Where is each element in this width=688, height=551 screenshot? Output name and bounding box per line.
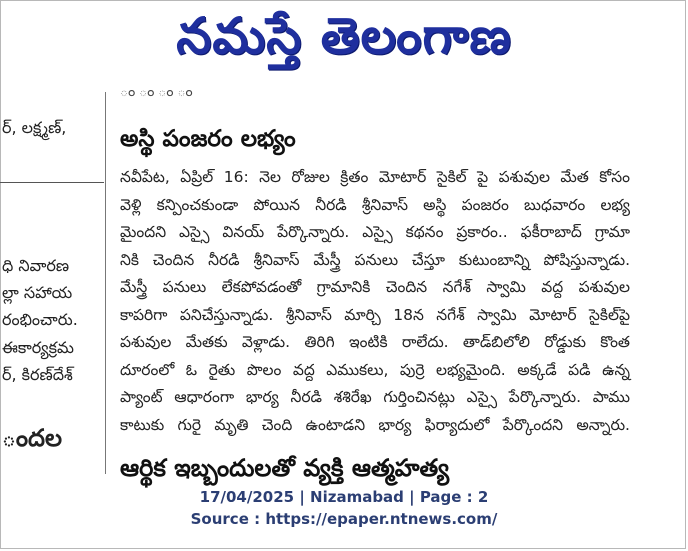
clipping-footer (0, 486, 688, 530)
source-link[interactable]: Source : https://epaper.ntnews.com/ (190, 510, 498, 528)
article-line: మేస్త్రీ పనులు లేకపోవడంతో గ్రామానికి చెందిన నగేశ్ స్వామి వద్ద పశువుల (120, 278, 630, 296)
article-line: మైందని ఎస్సై వినయ్ పేర్కొన్నారు. ఎస్సై కథనం ప్రకారం.. ఫకీరాబాద్ గ్రామా (120, 223, 630, 241)
article-body (120, 164, 630, 439)
article-line: పశువుల మేతకు వెళ్లాడు. తిరిగి ఇంటికి రాలేదు. తాడ్‌బిలోలి రోడ్డుకు కొంత (120, 333, 630, 351)
article (120, 84, 630, 482)
newspaper-masthead: నమస్తే తెలంగాణ (176, 6, 512, 65)
left-column-fragment (0, 92, 104, 474)
edition-info: 17/04/2025 | Nizamabad | Page : 2 (199, 488, 489, 506)
left-column-line: రంభించారు. (2, 310, 78, 329)
article-line: కాటుకు గురై మృతి చెంది ఉంటాడని భార్య ఫిర్యాదులో పేర్కొందని అన్నారు. (120, 415, 630, 434)
left-column-heading: ందల (2, 424, 62, 452)
newspaper-clipping (0, 84, 688, 482)
article-line: దూరంలో ఓ రైతు పొలం వద్ద ఎముకలు, పుర్రె లభ్యమైంది. అక్కడే పడి ఉన్న (120, 360, 630, 379)
article-line: నికి చెందిన నీరడి శ్రీనివాస్ మేస్త్రీ పనులు చేస్తూ కుటుంబాన్ని పోషిస్తున్నాడు. (120, 250, 630, 269)
article-line: ప్యాంట్ ఆధారంగా భార్య నీరడి శశిరేఖ గుర్తించినట్లు ఎస్సై పేర్కొన్నారు. పాము (120, 388, 630, 406)
article-line: నవీపేట, ఏప్రిల్ 16: నెల రోజుల క్రితం మోటార్ సైకిల్ పై పశువుల మేత కోసం (120, 168, 630, 186)
column-divider (105, 92, 106, 474)
article-line: కాపరిగా పనిచేస్తున్నాడు. శ్రీనివాస్ మార్చి 18న నగేశ్ స్వామి మోటార్ సైకిల్‌పై (120, 305, 630, 324)
left-column-divider (0, 182, 104, 183)
article-headline: అస్థి పంజరం లభ్యం (120, 126, 296, 152)
left-column-line: ధి నివారణ (2, 256, 70, 275)
article-line: వెళ్లి కన్పించకుండా పోయిన నీరడి శ్రీనివాస్ అస్థి పంజరం బుధవారం లభ్య (120, 195, 630, 214)
left-column-line: ర్, కిరణ్‌దేశ్ (2, 365, 73, 384)
left-column-line: ల్లా సహాయ (2, 283, 73, 302)
next-article-headline: ఆర్థిక ఇబ్బందులతో వ్యక్తి ఆత్మహత్య (120, 454, 450, 482)
left-column-line: ర్, లక్ష్మణ్, (2, 118, 67, 137)
left-column-line: ఈకార్యక్రమ (2, 338, 74, 357)
cropped-line-above: ం ం ం ం (120, 84, 193, 100)
